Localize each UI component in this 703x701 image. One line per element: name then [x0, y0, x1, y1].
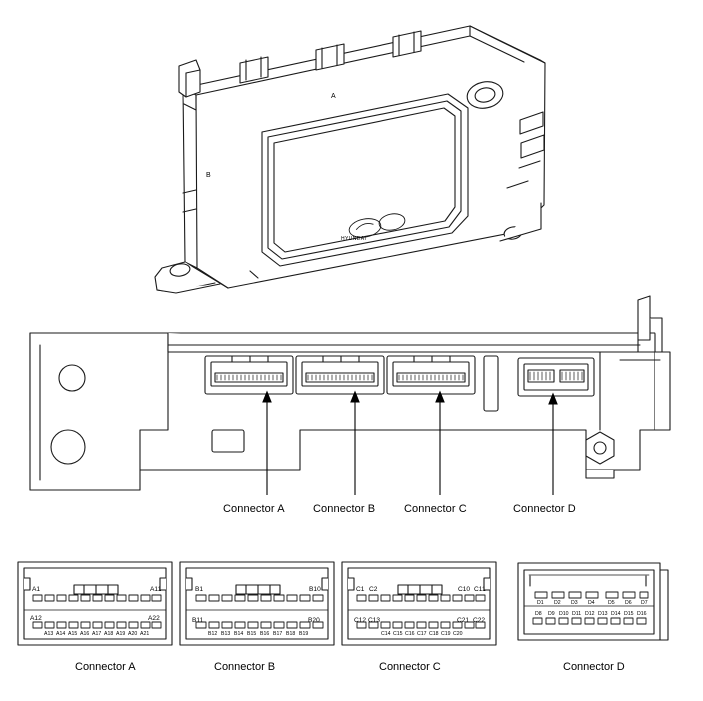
pin-label-d10: D10 — [559, 611, 569, 617]
pin-label-b19: B19 — [299, 631, 309, 637]
pin-label-a17: A17 — [92, 631, 102, 637]
pin-label-d7: D7 — [641, 600, 648, 606]
pin-label-c19: C19 — [441, 631, 451, 637]
pin-label-c21: C21 — [457, 617, 470, 624]
pin-label-d1: D1 — [537, 600, 544, 606]
pin-label-b18: B18 — [286, 631, 296, 637]
pin-label-a20: A20 — [128, 631, 138, 637]
pinout-caption-a: Connector A — [75, 661, 136, 673]
pin-label-d12: D12 — [585, 611, 595, 617]
pin-label-c15: C15 — [393, 631, 403, 637]
pin-label-d11: D11 — [572, 611, 582, 617]
pin-label-b16: B16 — [260, 631, 270, 637]
pin-label-a18: A18 — [104, 631, 114, 637]
pin-label-a21: A21 — [140, 631, 150, 637]
pin-label-b14: B14 — [234, 631, 244, 637]
pin-label-b13: B13 — [221, 631, 231, 637]
callout-connector-d: Connector D — [513, 503, 576, 515]
pin-label-b11: B11 — [192, 617, 204, 624]
pin-label-b1: B1 — [195, 586, 204, 593]
pin-label-c17: C17 — [417, 631, 427, 637]
pin-label-c18: C18 — [429, 631, 439, 637]
pin-label-a12: A12 — [30, 615, 42, 622]
pin-label-a14: A14 — [56, 631, 66, 637]
device-mark-b: B — [206, 172, 211, 179]
pin-label-a13: A13 — [44, 631, 54, 637]
pin-label-c12: C12 — [354, 617, 367, 624]
pin-label-d3: D3 — [571, 600, 578, 606]
pinout-caption-c: Connector C — [379, 661, 441, 673]
pin-label-d14: D14 — [611, 611, 621, 617]
pin-label-c2: C2 — [369, 586, 378, 593]
pin-label-d2: D2 — [554, 600, 561, 606]
pin-label-a22: A22 — [148, 615, 160, 622]
pin-label-d13: D13 — [598, 611, 608, 617]
pin-label-c10: C10 — [458, 586, 471, 593]
callout-connector-c: Connector C — [404, 503, 467, 515]
pin-label-d16: D16 — [637, 611, 647, 617]
pin-label-a19: A19 — [116, 631, 126, 637]
pin-label-b12: B12 — [208, 631, 218, 637]
pinout-caption-d: Connector D — [563, 661, 625, 673]
pin-label-a1: A1 — [32, 586, 41, 593]
pin-label-b17: B17 — [273, 631, 283, 637]
device-mark-a: A — [331, 93, 336, 100]
pin-label-c22: C22 — [473, 617, 486, 624]
pin-label-c16: C16 — [405, 631, 415, 637]
pin-label-c1: C1 — [356, 586, 365, 593]
pin-label-a15: A15 — [68, 631, 78, 637]
pin-label-c20: C20 — [453, 631, 463, 637]
pin-label-d6: D6 — [625, 600, 632, 606]
pin-label-c11: C11 — [474, 586, 486, 593]
pin-label-d8: D8 — [535, 611, 542, 617]
pinout-caption-b: Connector B — [214, 661, 276, 673]
pin-label-d5: D5 — [608, 600, 615, 606]
callout-connector-b: Connector B — [313, 503, 376, 515]
pin-label-d4: D4 — [588, 600, 595, 606]
pin-label-c13: C13 — [368, 617, 381, 624]
brand-text: HYUNDAI — [341, 236, 367, 242]
pin-label-a16: A16 — [80, 631, 90, 637]
pin-label-c14: C14 — [381, 631, 391, 637]
pin-label-b10: B10 — [309, 586, 321, 593]
pin-label-d15: D15 — [624, 611, 634, 617]
pin-label-d9: D9 — [548, 611, 555, 617]
pin-label-b20: B20 — [308, 617, 320, 624]
callout-connector-a: Connector A — [223, 503, 285, 515]
pin-label-b15: B15 — [247, 631, 257, 637]
pin-label-a11: A11 — [150, 586, 162, 593]
